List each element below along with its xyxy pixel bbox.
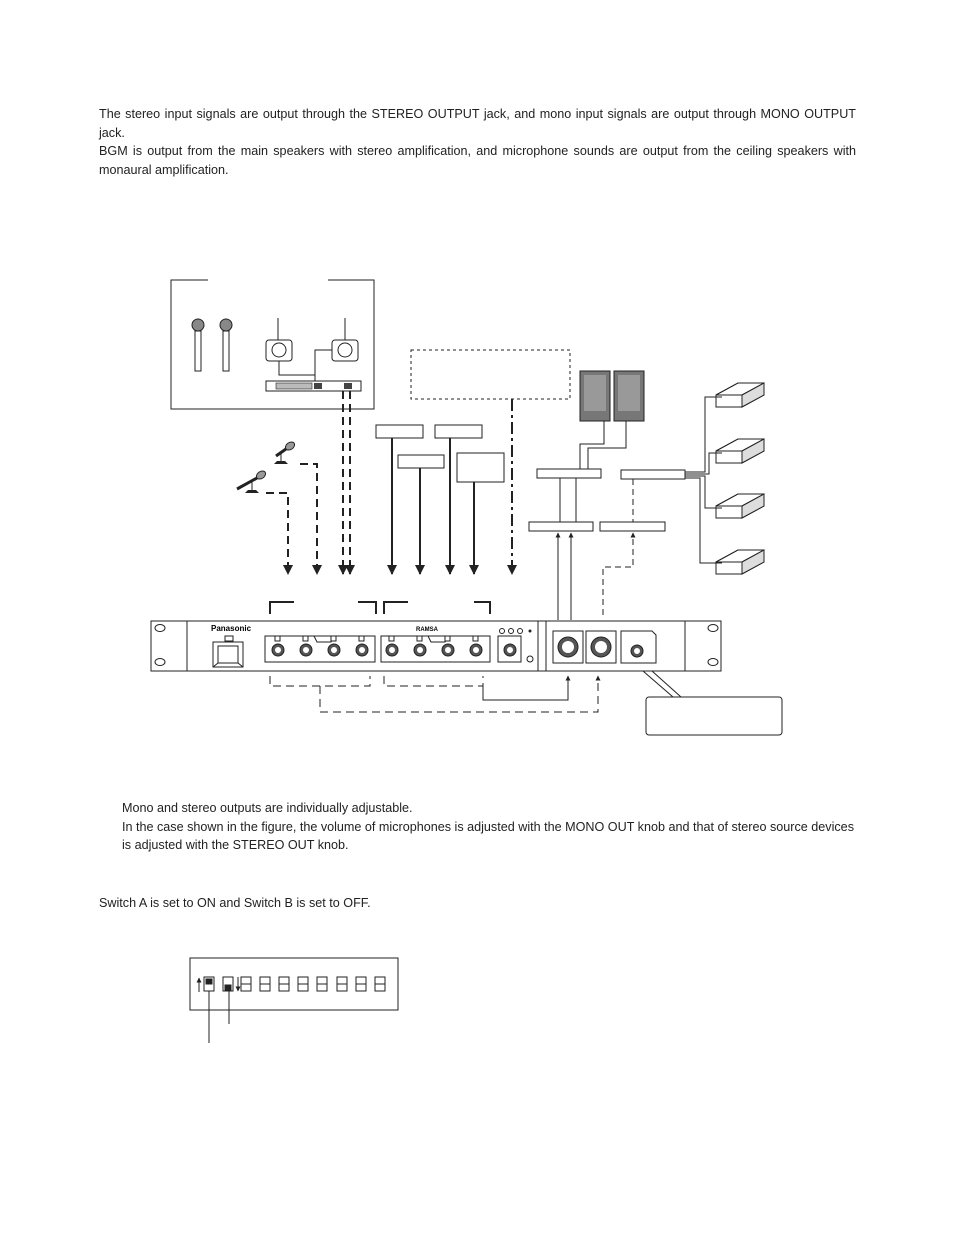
intro-line-2: BGM is output from the main speakers with stereo amplification, and microphone sounds are output from the ceiling speakers with monaural amplification. bbox=[99, 144, 856, 177]
amplifiers bbox=[529, 469, 685, 531]
intro-line-1: The stereo input signals are output through the STEREO OUTPUT jack, and mono input signals are output through MONO OUTPUT jack. bbox=[99, 107, 856, 140]
wireless-tuner-unit bbox=[266, 381, 361, 391]
handheld-mic-icon bbox=[192, 319, 204, 371]
dip-switch-callout bbox=[643, 671, 782, 735]
ceiling-speaker-icon bbox=[716, 383, 764, 407]
note-line-1: Mono and stereo outputs are individually adjustable. bbox=[122, 801, 413, 815]
mixer-panel bbox=[151, 621, 721, 671]
ceiling-speaker-icon bbox=[716, 550, 764, 574]
ceiling-speaker-icon bbox=[716, 494, 764, 518]
wireless-receiver-antenna-icon bbox=[266, 318, 358, 383]
note-line-2: In the case shown in the figure, the volume of microphones is adjusted with the MONO OUT knob and that of stereo source devices is adjusted with the STEREO OUT knob. bbox=[122, 819, 854, 853]
stand-mic-icon bbox=[237, 469, 267, 493]
main-speakers-icon bbox=[580, 371, 644, 421]
switch-note: Switch A is set to ON and Switch B is set to OFF. bbox=[99, 896, 371, 910]
optional-device-box bbox=[411, 350, 570, 399]
output-knobs bbox=[553, 631, 656, 663]
output-note bbox=[122, 799, 862, 855]
panel-brand-left: Panasonic bbox=[211, 624, 252, 633]
panel-brand-center: RAMSA bbox=[416, 627, 438, 633]
ceiling-speaker-icon bbox=[716, 439, 764, 463]
stereo-input-knobs bbox=[381, 636, 490, 662]
handheld-mic-icon bbox=[220, 319, 232, 371]
stereo-source-devices bbox=[376, 425, 504, 482]
stand-mic-icon bbox=[274, 440, 296, 464]
wireless-mic-group bbox=[171, 280, 374, 409]
dip-switch-figure bbox=[190, 958, 398, 1043]
mono-input-knobs bbox=[265, 636, 375, 662]
